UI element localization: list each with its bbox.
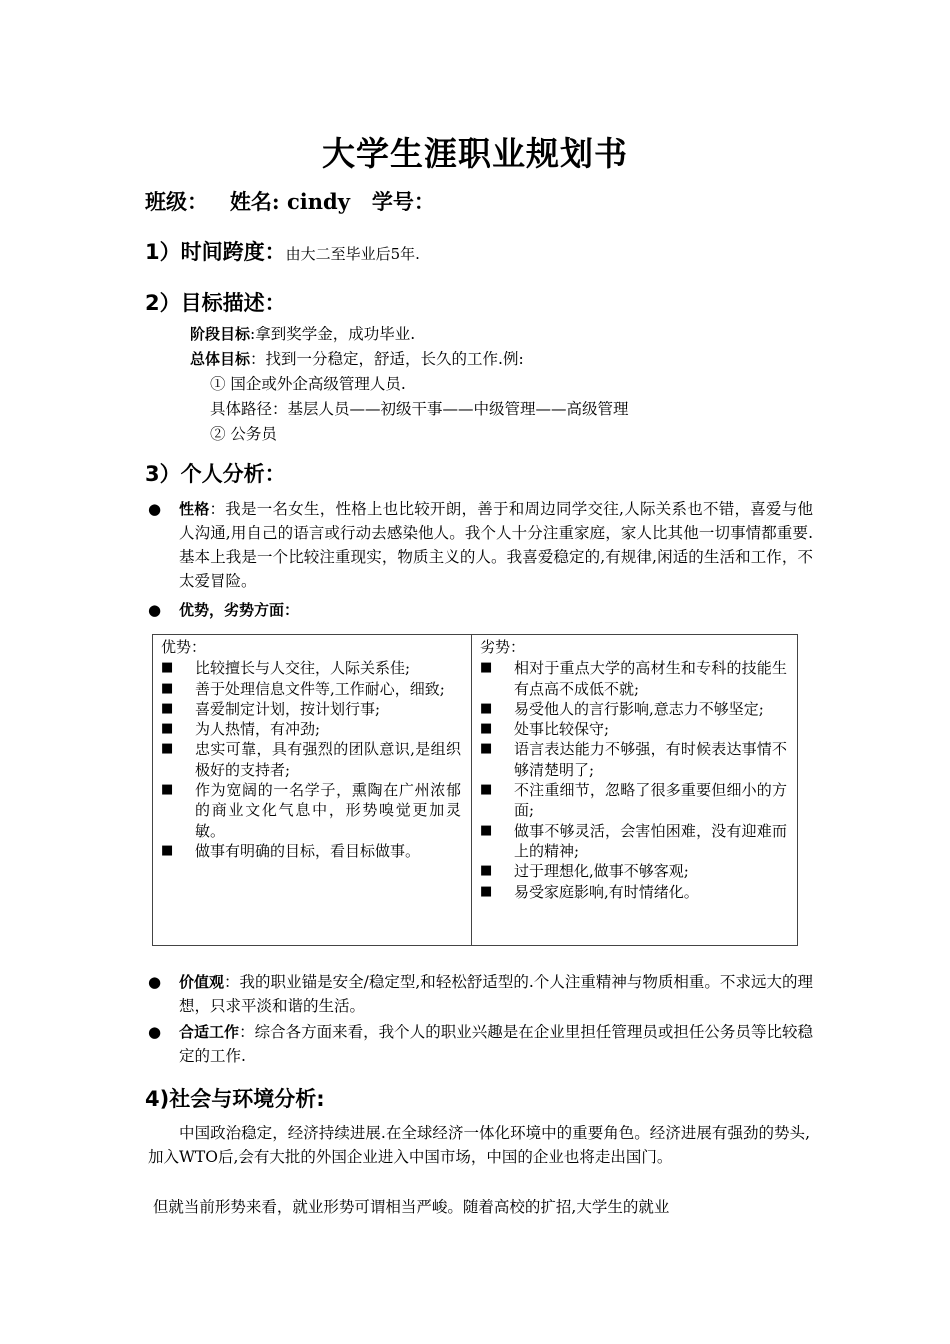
values-bullet (148, 970, 813, 1018)
strengths-cell (153, 635, 472, 946)
square-bullet-icon: ■ (161, 721, 174, 737)
square-bullet-icon: ■ (480, 721, 493, 737)
weakness-item (480, 658, 787, 699)
weakness-item (480, 861, 787, 881)
bullet-icon: ● (148, 500, 162, 518)
square-bullet-icon: ■ (480, 660, 493, 676)
weakness-item (480, 882, 787, 902)
square-bullet-icon: ■ (480, 700, 493, 716)
weakness-item-text: 过于理想化,做事不够客观; (514, 862, 689, 881)
strength-item-text: 为人热情，有冲劲; (195, 720, 321, 739)
weakness-item (480, 719, 787, 739)
weakness-item (480, 821, 787, 862)
overall-goal-text: ：找到一分稳定，舒适，长久的工作.例: (250, 350, 524, 368)
square-bullet-icon: ■ (480, 741, 493, 757)
square-bullet-icon: ■ (480, 863, 493, 879)
strengths-weaknesses-label: 优势，劣势方面： (179, 601, 300, 619)
career-path: 具体路径：基层人员——初级干事——中级管理——高级管理 (210, 400, 629, 418)
square-bullet-icon: ■ (161, 700, 174, 716)
weakness-item (480, 780, 787, 821)
goal-option-2: ② 公务员 (210, 425, 277, 443)
bullet-icon: ● (148, 601, 162, 619)
square-bullet-icon: ■ (161, 842, 174, 858)
goal-option-1: ① 国企或外企高级管理人员. (210, 375, 406, 393)
strength-item (161, 719, 461, 739)
square-bullet-icon: ■ (161, 741, 174, 757)
section-3-heading: 3）个人分析： (145, 462, 286, 486)
weakness-item-text: 相对于重点大学的高材生和专科的技能生有点高不成低不就; (514, 659, 787, 698)
strength-item (161, 780, 461, 841)
strength-item-text: 喜爱制定计划，按计划行事; (195, 699, 381, 718)
weakness-item-text: 不注重细节，忽略了很多重要但细小的方面; (514, 781, 787, 820)
strength-item-text: 善于处理信息文件等,工作耐心，细致; (195, 679, 445, 698)
document-title: 大学生涯职业规划书 (322, 134, 628, 173)
square-bullet-icon: ■ (480, 822, 493, 838)
values-label: 价值观 (179, 973, 225, 991)
strength-item (161, 658, 461, 678)
square-bullet-icon: ■ (161, 782, 174, 798)
stage-goal-label: 阶段目标 (190, 325, 251, 343)
square-bullet-icon: ■ (161, 660, 174, 676)
environment-paragraph-1: 中国政治稳定，经济持续进展.在全球经济一体化环境中的重要角色。经济进展有强劲的势头,加入WTO后,会有大批的外国企业进入中国市场，中国的企业也将走出国门。 (148, 1124, 810, 1166)
environment-paragraph-2: 但就当前形势来看，就业形势可谓相当严峻。随着高校的扩招,大学生的就业 (148, 1198, 670, 1216)
strengths-list (161, 658, 461, 861)
suitable-job-bullet (148, 1020, 813, 1068)
section-1-heading (145, 236, 420, 266)
weaknesses-heading: 劣势： (480, 638, 526, 656)
bullet-icon: ● (148, 973, 162, 991)
strengths-weaknesses-bullet (148, 598, 813, 622)
strength-item (161, 699, 461, 719)
strength-item-text: 作为宽阔的一名学子，熏陶在广州浓郁的商业文化气息中，形势嗅觉更加灵敏。 (195, 781, 461, 840)
strength-item-text: 做事有明确的目标，看目标做事。 (195, 841, 421, 860)
suitable-job-text: ：综合各方面来看，我个人的职业兴趣是在企业里担任管理员或担任公务员等比较稳定的工作. (179, 1023, 813, 1065)
personality-bullet (148, 497, 813, 593)
overall-goal-label: 总体目标 (190, 350, 251, 368)
weaknesses-list (480, 658, 787, 902)
strength-item-text: 忠实可靠，具有强烈的团队意识,是组织极好的支持者; (195, 740, 461, 779)
strength-item (161, 841, 461, 861)
personality-label: 性格 (179, 500, 210, 518)
time-span-text: 由大二至毕业后5年. (285, 245, 420, 263)
personality-text: ：我是一名女生，性格上也比较开朗，善于和周边同学交往,人际关系也不错，喜爱与他人沟通,用自己的语言或行动去感染他人。我个人十分注重家庭，家人比其他一切事情都重要.基本上我是一个比较注重现实，物质主义的人。我喜爱稳定的,有规律,闲适的生活和工作，不太爱冒险。 (179, 500, 813, 590)
weakness-item-text: 处事比较保守; (514, 720, 610, 739)
square-bullet-icon: ■ (480, 883, 493, 899)
bullet-icon: ● (148, 1023, 162, 1041)
weakness-item-text: 语言表达能力不够强，有时候表达事情不够清楚明了; (514, 740, 787, 779)
weakness-item-text: 做事不够灵活，会害怕困难，没有迎难而上的精神; (514, 821, 787, 860)
strength-item (161, 679, 461, 699)
stage-goal-line (190, 322, 415, 346)
section-2-heading: 2）目标描述： (145, 291, 286, 315)
weakness-item-text: 易受他人的言行影响,意志力不够坚定; (514, 699, 764, 718)
section-4-heading: 4)社会与环境分析: (145, 1087, 325, 1111)
weakness-item (480, 739, 787, 780)
suitable-job-label: 合适工作 (179, 1023, 240, 1041)
values-text: ：我的职业锚是安全/稳定型,和轻松舒适型的.个人注重精神与物质相重。不求远大的理想，只求平淡和谐的生活。 (179, 973, 813, 1015)
weakness-item-text: 易受家庭影响,有时情绪化。 (514, 882, 699, 901)
stage-goal-text: :拿到奖学金，成功毕业. (250, 325, 416, 343)
strength-item (161, 739, 461, 780)
square-bullet-icon: ■ (480, 782, 493, 798)
square-bullet-icon: ■ (161, 680, 174, 696)
student-info-line: 班级： 姓名: cindy 学号： (145, 189, 435, 214)
weakness-item (480, 699, 787, 719)
overall-goal-line (190, 347, 524, 371)
strengths-weaknesses-table (152, 634, 798, 946)
strengths-heading: 优势： (161, 638, 207, 656)
weaknesses-cell (472, 635, 798, 946)
section-1-title: 1）时间跨度： (145, 240, 286, 264)
strength-item-text: 比较擅长与人交往，人际关系佳; (195, 659, 411, 678)
